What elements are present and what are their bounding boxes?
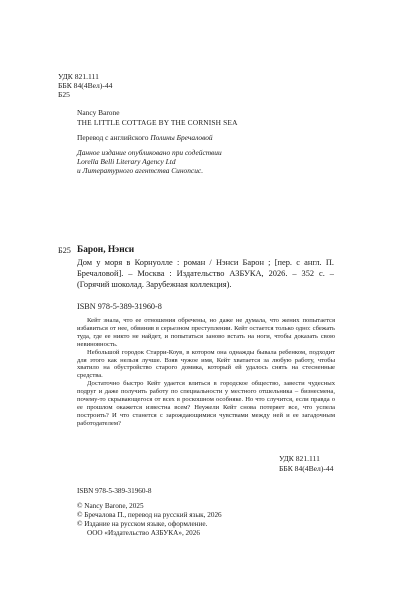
translation-prefix: Перевод с английского (77, 133, 151, 142)
copyright-sign: © (77, 511, 83, 519)
imprint-isbn: ISBN 978-5-389-31960-8 (77, 487, 152, 495)
record-author-heading: Барон, Нэнси (77, 245, 135, 255)
bbk-code: ББК 84(4Вел)-44 (58, 81, 113, 90)
copyright-line-1 (77, 502, 144, 510)
record-isbn: ISBN 978-5-389-31960-8 (77, 302, 162, 311)
bbk-code-bottom: ББК 84(4Вел)-44 (279, 464, 334, 473)
annotation-paragraph-3: Достаточно быстро Кейт удается влиться в городское общество, завести чудесных подруг и даже получить работу по специальности у местного отшельника – бизнесмена, почему-то скрывающегося от всех в роскошном особняке. Но что случится, если правда о ее прошлом окажется известна всем? Неужели Кейт снова потеряет все, что успела построить? И что станется с зарождающимися чувствами между ней и ее загадочным работодателем? (77, 380, 335, 427)
annotation (77, 317, 335, 428)
original-author: Nancy Barone (77, 108, 120, 117)
annotation-paragraph-2: Небольшой городок Старри-Коув, в котором она однажды бывала ребенком, подходит для этого как нельзя лучше. Взяв чужое имя, Кейт хватается за любую работу, чтобы хватило на обустройство старого домика, который ей удалось снять на стесненные средства. (77, 348, 335, 380)
author-index: Б25 (58, 90, 70, 99)
copyright-sign: © (77, 502, 83, 510)
copyright-line-3 (77, 520, 207, 528)
original-title: THE LITTLE COTTAGE BY THE CORNISH SEA (77, 118, 238, 127)
copyright-line-2 (77, 511, 222, 519)
copyright-text: Издание на русском языке, оформление. (84, 520, 208, 528)
udk-code-bottom: УДК 821.111 (279, 454, 320, 463)
copyright-text: Бречалова П., перевод на русский язык, 2026 (84, 511, 222, 519)
record-index: Б25 (58, 246, 71, 255)
udk-code: УДК 821.111 (58, 72, 99, 81)
agency-line-2: Lorella Belli Literary Agency Ltd (77, 157, 176, 166)
annotation-paragraph-1: Кейт знала, что ее отношения обречены, но даже не думала, что жених попытается избавиться от нее, обвинив в серьезном преступлении. Кейт остается только одно: сбежать туда, где ее никто не найдет, и попытаться заново встать на ноги, чтобы доказать свою невиновность. (77, 317, 335, 348)
copyright-line-4 (87, 529, 200, 537)
record-description: Дом у моря в Корнуолле : роман / Нэнси Барон ; [пер. с англ. П. Бречаловой]. – Москва : Издательство АЗБУКА, 2026. – 352 с. – (Горячий шоколад. Зарубежная коллекция). (77, 258, 334, 289)
agency-line-3: и Литературного агентства Синопсис. (77, 166, 204, 175)
agency-line-1: Данное издание опубликовано при содействии (77, 148, 222, 157)
translator-name: Полины Бречаловой (150, 133, 213, 142)
copyright-text: Nancy Barone, 2025 (84, 502, 144, 510)
copyright-sign: © (77, 520, 83, 528)
copyright-text: ООО «Издательство АЗБУКА», 2026 (87, 529, 200, 537)
translation-line (77, 133, 213, 142)
